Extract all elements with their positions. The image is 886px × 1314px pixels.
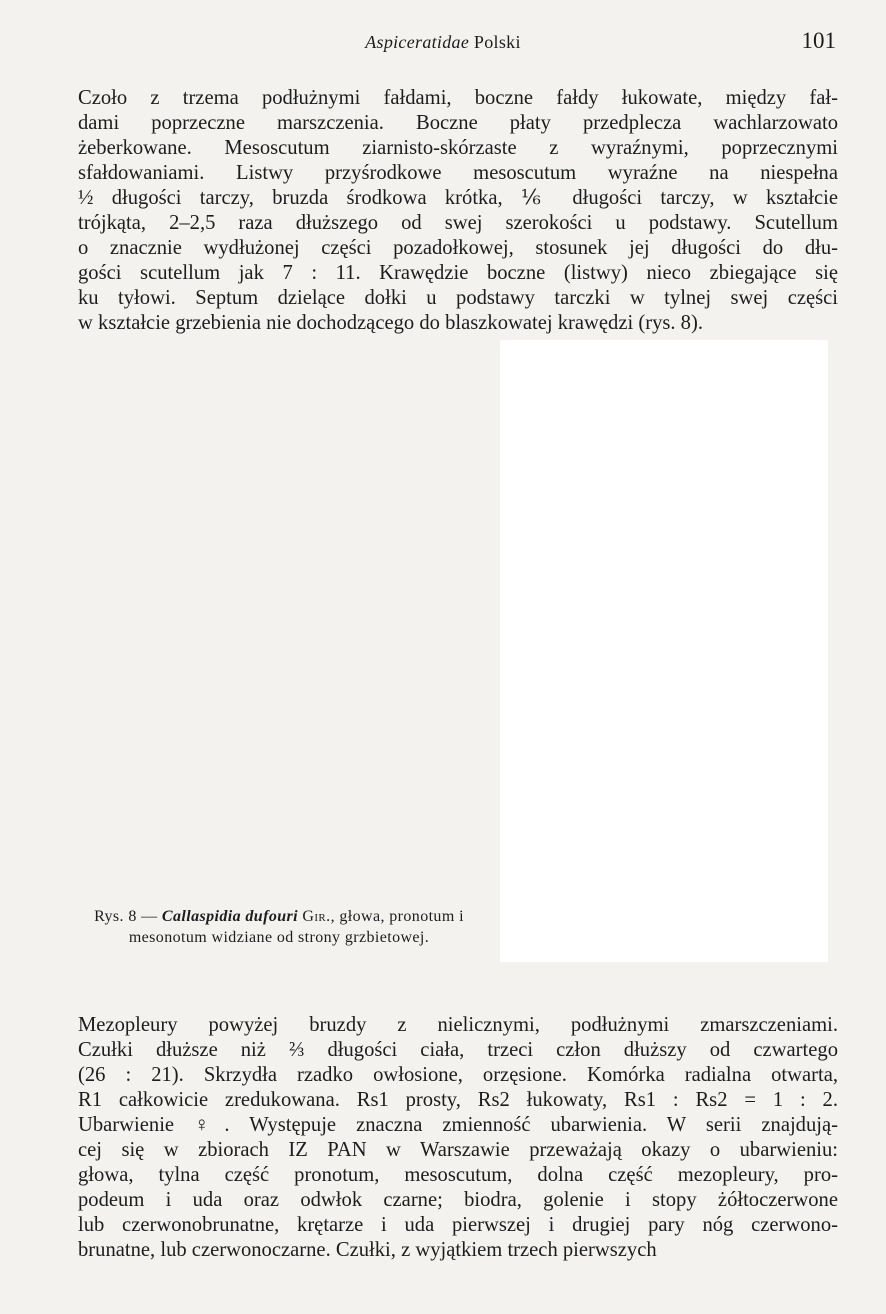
text-line: cej się w zbiorach IZ PAN w Warszawie przeważają okazy o ubarwieniu: xyxy=(78,1139,838,1161)
text-line: (26 : 21). Skrzydła rzadko owłosione, orzęsione. Komórka radialna otwarta, xyxy=(78,1064,838,1086)
text-line: Czułki dłuższe niż ⅔ długości ciała, trzeci człon dłuższy od czwartego xyxy=(78,1039,838,1061)
caption-species: Callaspidia dufouri xyxy=(161,908,298,925)
paragraph-2 xyxy=(78,1013,838,1263)
running-title-family: Aspiceratidae xyxy=(365,32,470,52)
text-line: ku tyłowi. Septum dzielące dołki u podstawy tarczki w tylnej swej części xyxy=(78,287,838,309)
text-line: Ubarwienie ♀. Występuje znaczna zmienność ubarwienia. W serii znajdują- xyxy=(78,1114,838,1136)
text-line: R1 całkowicie zredukowana. Rs1 prosty, Rs2 łukowaty, Rs1 : Rs2 = 1 : 2. xyxy=(78,1089,838,1111)
page-header xyxy=(0,26,886,56)
text-line: o znacznie wydłużonej części pozadołkowej, stosunek jej długości do dłu- xyxy=(78,237,838,259)
text-line: głowa, tylna część pronotum, mesoscutum, dolna część mezopleury, pro- xyxy=(78,1164,838,1186)
paragraph-1 xyxy=(78,86,838,336)
caption-prefix: Rys. 8 — xyxy=(94,908,162,925)
caption-author: Gir. xyxy=(298,908,331,925)
text-line: Mezopleury powyżej bruzdy z nielicznymi, podłużnymi zmarszczeniami. xyxy=(78,1014,838,1036)
text-line: gości scutellum jak 7 : 11. Krawędzie boczne (listwy) nieco zbiegające się xyxy=(78,262,838,284)
text-line: podeum i uda oraz odwłok czarne; biodra, golenie i stopy żółtoczerwone xyxy=(78,1189,838,1211)
caption-description: , głowa, pronotum i mesonotum widziane od strony grzbietowej. xyxy=(128,908,464,946)
text-line: sfałdowaniami. Listwy przyśrodkowe mesoscutum wyraźne na niespełna xyxy=(78,162,838,184)
text-line: Czoło z trzema podłużnymi fałdami, boczne fałdy łukowate, między fał- xyxy=(78,87,838,109)
text-line: trójkąta, 2–2,5 raza dłuższego od swej szerokości u podstawy. Scutellum xyxy=(78,212,838,234)
page-number: 101 xyxy=(801,28,836,53)
text-line: w kształcie grzebienia nie dochodzącego do blaszkowatej krawędzi (rys. 8). xyxy=(78,312,703,334)
text-line: ½ długości tarczy, bruzda środkowa krótka, ⅙ długości tarczy, w kształcie xyxy=(78,187,838,209)
text-line: lub czerwonobrunatne, krętarze i uda pierwszej i drugiej pary nóg czerwono- xyxy=(78,1214,838,1236)
text-line: żeberkowane. Mesoscutum ziarnisto-skórzaste z wyraźnymi, poprzecznymi xyxy=(78,137,838,159)
text-line: dami poprzeczne marszczenia. Boczne płaty przedplecza wachlarzowato xyxy=(78,112,838,134)
figure-image-area xyxy=(500,340,828,962)
figure-caption xyxy=(78,906,480,948)
text-line: brunatne, lub czerwonoczarne. Czułki, z wyjątkiem trzech pierwszych xyxy=(78,1239,657,1261)
running-title xyxy=(0,32,886,53)
running-title-country: Polski xyxy=(469,32,521,52)
